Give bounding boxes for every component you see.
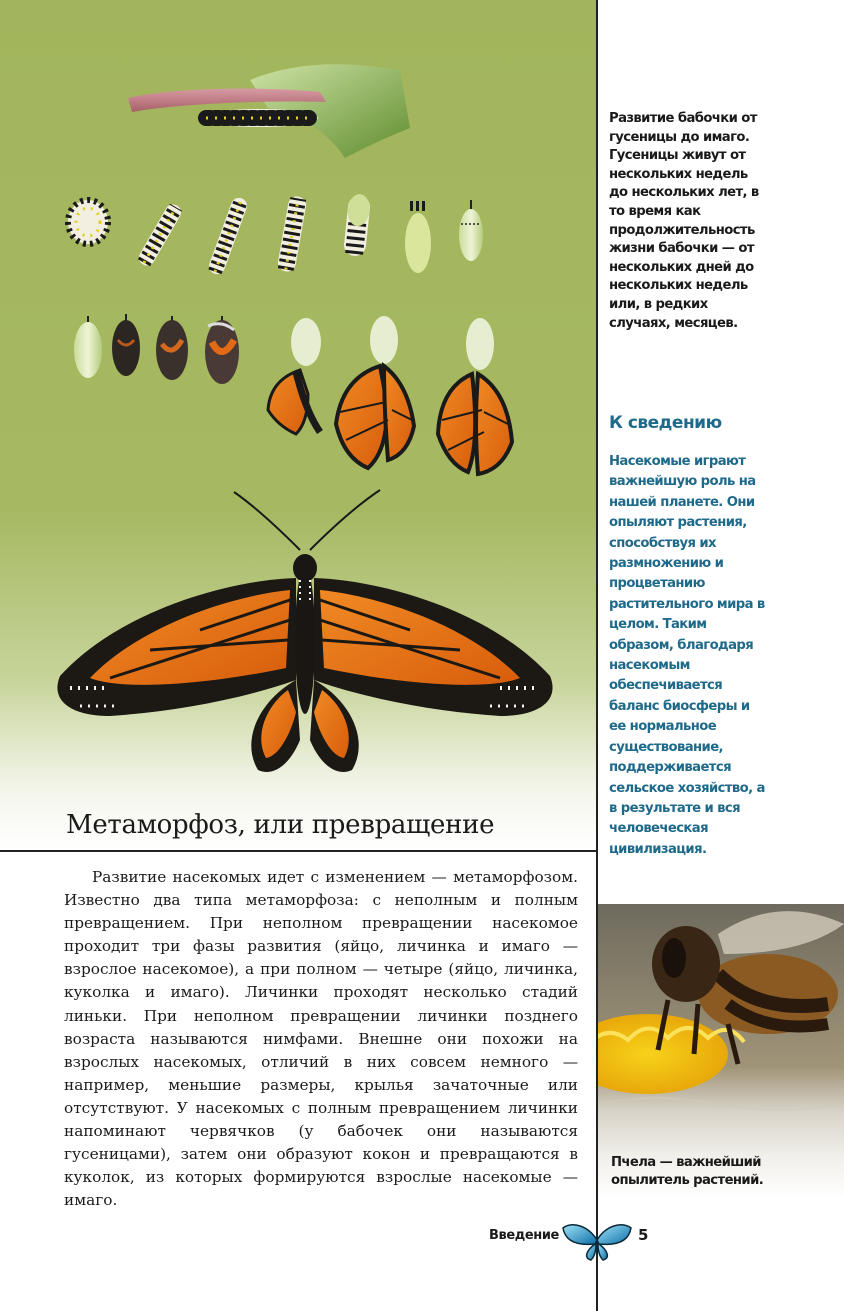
page-number: 5 [638, 1226, 649, 1244]
caterpillar-stages-row [68, 193, 483, 276]
metamorphosis-illustration [0, 0, 596, 850]
emerging-butterfly-2 [336, 316, 414, 468]
sidebar-heading: К сведению [609, 413, 722, 433]
section-body-text: Развитие насекомых идет с изменением — метаморфозом. Известно два типа метаморфоза: с неполным и полным превращением. При неполном превращении насекомое проходит три фазы развития (яйцо, личинка и имаго — взрослое насекомое), а при полном — четыре (яйцо, личинка, куколка и имаго). Личинки проходят несколько стадий линьки. При неполном превращении личинки позднего возраста называются нимфами. Внешне они похожи на взрослых насекомых, отличий в них совсем немного — например, меньшие размеры, крылья зачаточные или отсутствуют. У насекомых с полным превращением личинки напоминают червячков (у бабочек они называются гусеницами), затем они образуют кокон и превращаются в куколок, из которых формируются взрослые насекомые — имаго. [64, 868, 578, 1210]
chrysalis-green [459, 200, 483, 261]
section-title: Метаморфоз, или превращение [66, 810, 495, 840]
emerging-butterfly-3 [438, 318, 512, 474]
adult-monarch-butterfly [57, 490, 552, 772]
chrysalis-forming [405, 206, 431, 273]
sidebar-text: Насекомые играют важнейшую роль на нашей планете. Они опыляют растения, способствуя их размножению и процветанию растительного мира в целом. Таким образом, благодаря насекомым обеспечивается баланс биосферы и ее нормальное существование, поддерживается сельское хозяйство, а в результате и вся человеческая цивилизация. [609, 454, 765, 857]
metamorphosis-figure [0, 0, 596, 850]
chrysalis-stages-row [74, 314, 512, 474]
footer-section-name: Введение [489, 1228, 559, 1243]
milkweed-stem-with-caterpillar [128, 64, 410, 158]
butterfly-icon [561, 1220, 633, 1262]
bee-photo-caption: Пчела — важнейший опылитель растений. [611, 1155, 764, 1188]
figure-caption: Развитие бабочки от гусеницы до имаго. Гусеницы живут от нескольких недель до нескольких лет, в то время как продолжительность жизни бабочки — от нескольких дней до нескольких недель или, в редких случаях, месяцев. [609, 111, 759, 331]
emerging-butterfly-1 [268, 318, 321, 434]
title-divider [0, 850, 596, 852]
